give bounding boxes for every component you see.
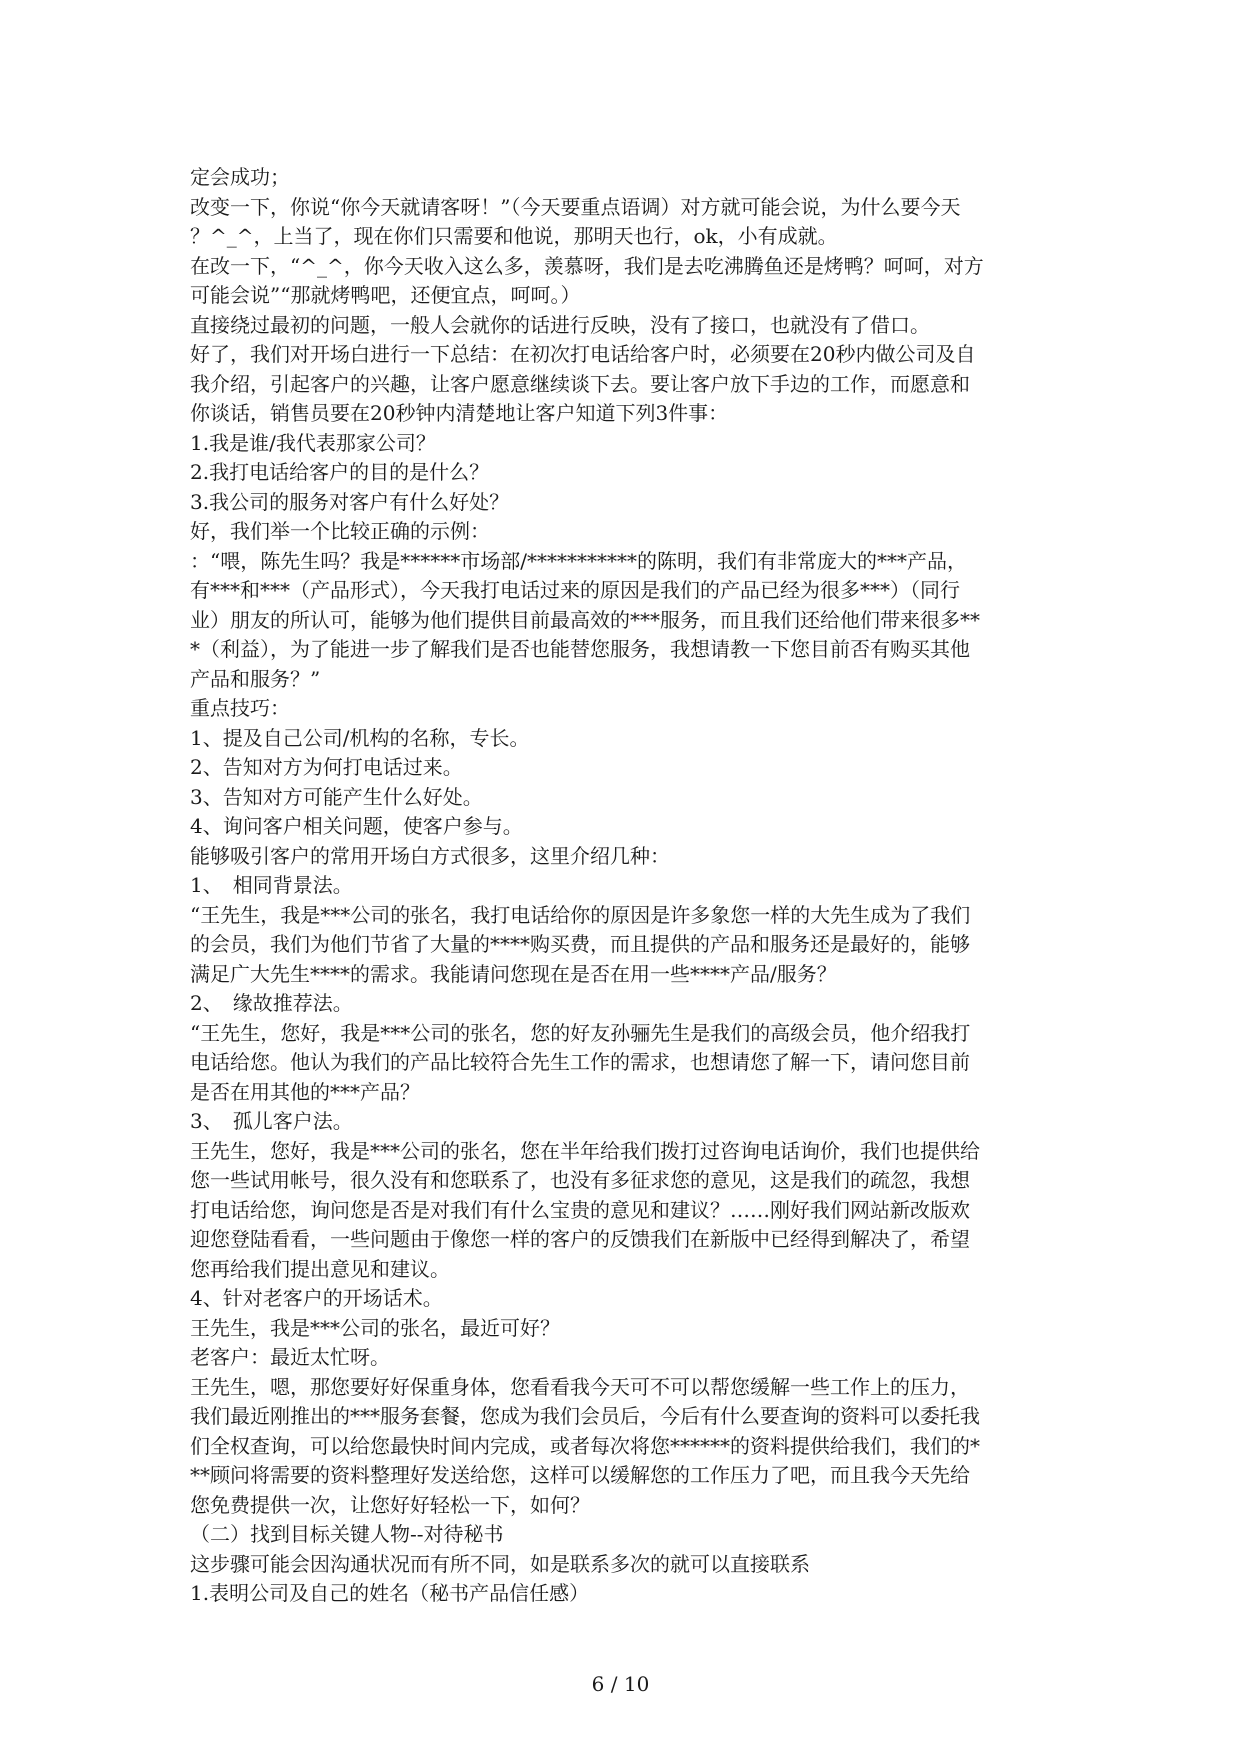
text-line: 好了，我们对开场白进行一下总结：在初次打电话给客户时，必须要在20秒内做公司及自	[190, 342, 976, 366]
text-line: 您再给我们提出意见和建议。	[190, 1256, 450, 1281]
text-line: 迎您登陆看看，一些问题由于像您一样的客户的反馈我们在新版中已经得到解决了，希望	[190, 1227, 970, 1251]
text-line: 3、 孤儿客户法。	[190, 1109, 353, 1133]
text-line: 您免费提供一次，让您好好轻松一下，如何？	[190, 1492, 590, 1517]
text-line: 可能会说”“那就烤鸭吧，还便宜点，呵呵。）	[190, 283, 581, 307]
text-line: 定会成功；	[190, 165, 290, 189]
text-line: 业）朋友的所认可，能够为他们提供目前最高效的***服务，而且我们还给他们带来很多**	[190, 607, 980, 632]
text-line: 我介绍，引起客户的兴趣，让客户愿意继续谈下去。要让客户放下手边的工作，而愿意和	[190, 371, 970, 396]
text-line: 1.表明公司及自己的姓名（秘书产品信任感）	[190, 1581, 590, 1605]
text-line: 王先生，您好，我是***公司的张名，您在半年给我们拨打过咨询电话询价，我们也提供给	[190, 1138, 980, 1163]
text-line: 1.我是谁/我代表那家公司？	[190, 430, 436, 455]
text-line: 3、告知对方可能产生什么好处。	[190, 784, 483, 809]
text-line: 2、 缘故推荐法。	[190, 991, 353, 1015]
text-line: 电话给您。他认为我们的产品比较符合先生工作的需求，也想请您了解一下，请问您目前	[190, 1050, 970, 1074]
text-line: 在改一下，“^_^，你今天收入这么多，羡慕呀，我们是去吃沸腾鱼还是烤鸭？呵呵，对方	[190, 253, 984, 278]
text-line: 2.我打电话给客户的目的是什么？	[190, 460, 490, 484]
text-line: 满足广大先生****的需求。我能请问您现在是否在用一些****产品/服务？	[190, 961, 837, 986]
text-line: **顾问将需要的资料整理好发送给您，这样可以缓解您的工作压力了吧，而且我今天先给	[190, 1463, 970, 1487]
text-line: 能够吸引客户的常用开场白方式很多，这里介绍几种：	[190, 843, 670, 868]
text-line: 产品和服务？”	[190, 666, 321, 691]
text-line: 4、针对老客户的开场话术。	[190, 1286, 443, 1310]
text-line: 直接绕过最初的问题，一般人会就你的话进行反映，没有了接口，也就没有了借口。	[190, 312, 930, 337]
text-line: 你谈话，销售员要在20秒钟内清楚地让客户知道下列3件事：	[190, 401, 729, 425]
text-line: 好，我们举一个比较正确的示例：	[190, 519, 490, 543]
text-line: 改变一下，你说“你今天就请客呀！”（今天要重点语调）对方就可能会说，为什么要今天	[190, 194, 961, 219]
text-line: 老客户：最近太忙呀。	[190, 1345, 390, 1369]
page-number: 6 / 10	[591, 1672, 650, 1696]
text-line: 的会员，我们为他们节省了大量的****购买费，而且提供的产品和服务还是最好的，能够	[190, 932, 970, 956]
text-line: 2、告知对方为何打电话过来。	[190, 755, 463, 779]
text-line: 重点技巧：	[190, 696, 290, 720]
text-line: *（利益），为了能进一步了解我们是否也能替您服务，我想请教一下您目前否有购买其他	[190, 637, 970, 661]
text-line: ：“喂，陈先生吗？我是******市场部/***********的陈明，我们有非常庞大的***产品，	[190, 548, 967, 573]
text-line: （二）找到目标关键人物--对待秘书	[190, 1522, 504, 1546]
text-line: 4、询问客户相关问题，使客户参与。	[190, 814, 523, 838]
text-line: 王先生，嗯，那您要好好保重身体，您看看我今天可不可以帮您缓解一些工作上的压力，	[190, 1374, 970, 1399]
text-line: “王先生，我是***公司的张名，我打电话给你的原因是许多象您一样的大先生成为了我们	[190, 902, 971, 927]
text-line: 有***和***（产品形式），今天我打电话过来的原因是我们的产品已经为很多***）（同行	[190, 578, 960, 602]
text-line: ？^_^，上当了，现在你们只需要和他说，那明天也行，ok，小有成就。	[190, 224, 838, 248]
text-line: 1、提及自己公司/机构的名称，专长。	[190, 725, 530, 750]
text-line: 您一些试用帐号，很久没有和您联系了，也没有多征求您的意见，这是我们的疏忽，我想	[190, 1168, 970, 1192]
text-line: 王先生，我是***公司的张名，最近可好？	[190, 1315, 560, 1340]
text-line: 我们最近刚推出的***服务套餐，您成为我们会员后，今后有什么要查询的资料可以委托我	[190, 1404, 980, 1428]
text-line: “王先生，您好，我是***公司的张名，您的好友孙骊先生是我们的高级会员，他介绍我打	[190, 1020, 971, 1045]
text-line: 打电话给您，询问您是否是对我们有什么宝贵的意见和建议？……刚好我们网站新改版欢	[190, 1197, 970, 1222]
text-line: 3.我公司的服务对客户有什么好处？	[190, 489, 510, 514]
text-line: 是否在用其他的***产品？	[190, 1079, 420, 1104]
text-line: 们全权查询，可以给您最快时间内完成，或者每次将您******的资料提供给我们，我们的*	[190, 1433, 980, 1458]
text-line: 这步骤可能会因沟通状况而有所不同，如是联系多次的就可以直接联系	[190, 1551, 810, 1576]
text-line: 1、 相同背景法。	[190, 873, 353, 897]
document-body	[190, 163, 1060, 1609]
